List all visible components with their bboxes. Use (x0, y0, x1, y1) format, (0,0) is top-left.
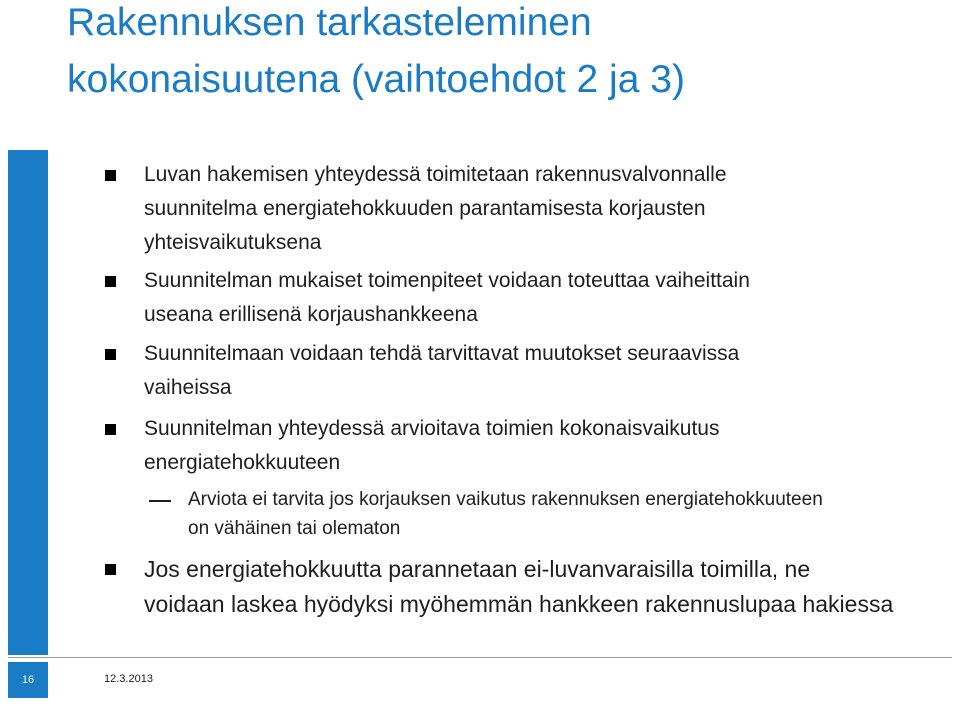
bullet-2-line-2: useana erillisenä korjaushankkeena (144, 303, 478, 326)
bullet-5-line-2: voidaan laskea hyödyksi myöhemmän hankkeen rakennuslupaa hakiessa (144, 591, 894, 617)
slide-title (67, 0, 947, 101)
sub-bullet-dash (149, 500, 171, 502)
bullet-marker (105, 170, 116, 181)
bullet-3-line-1: Suunnitelmaan voidaan tehdä tarvittavat muutokset seuraavissa (144, 342, 740, 365)
slide-title-line-2: kokonaisuutena (vaihtoehdot 2 ja 3) (67, 58, 685, 101)
footer-divider (8, 657, 952, 658)
bullet-4-line-1: Suunnitelman yhteydessä arvioitava toimien kokonaisvaikutus (144, 417, 720, 440)
bullet-marker (105, 276, 116, 287)
slide-title-line-1: Rakennuksen tarkasteleminen (67, 1, 592, 44)
page-number: 16 (8, 662, 48, 698)
bullet-5-line-1: Jos energiatehokkuutta parannetaan ei-luvanvaraisilla toimilla, ne (144, 556, 811, 582)
bullet-1-line-2: suunnitelma energiatehokkuuden parantamisesta korjausten (144, 197, 706, 220)
side-accent-bar (8, 150, 48, 655)
bullet-marker (105, 349, 116, 360)
sub-bullet-line-1: Arviota ei tarvita jos korjauksen vaikutus rakennuksen energiatehokkuuteen (188, 489, 823, 510)
bullet-3-line-2: vaiheissa (144, 376, 232, 399)
footer-date: 12.3.2013 (104, 673, 153, 685)
bullet-4-line-2: energiatehokkuuteen (144, 451, 341, 474)
bullet-2-line-1: Suunnitelman mukaiset toimenpiteet voidaan toteuttaa vaiheittain (144, 269, 750, 292)
bullet-marker (105, 424, 116, 435)
bullet-1-line-3: yhteisvaikutuksena (144, 231, 322, 254)
bullet-1-line-1: Luvan hakemisen yhteydessä toimitetaan rakennusvalvonnalle (144, 163, 727, 186)
sub-bullet-line-2: on vähäinen tai olematon (188, 518, 401, 539)
bullet-marker (105, 564, 116, 575)
